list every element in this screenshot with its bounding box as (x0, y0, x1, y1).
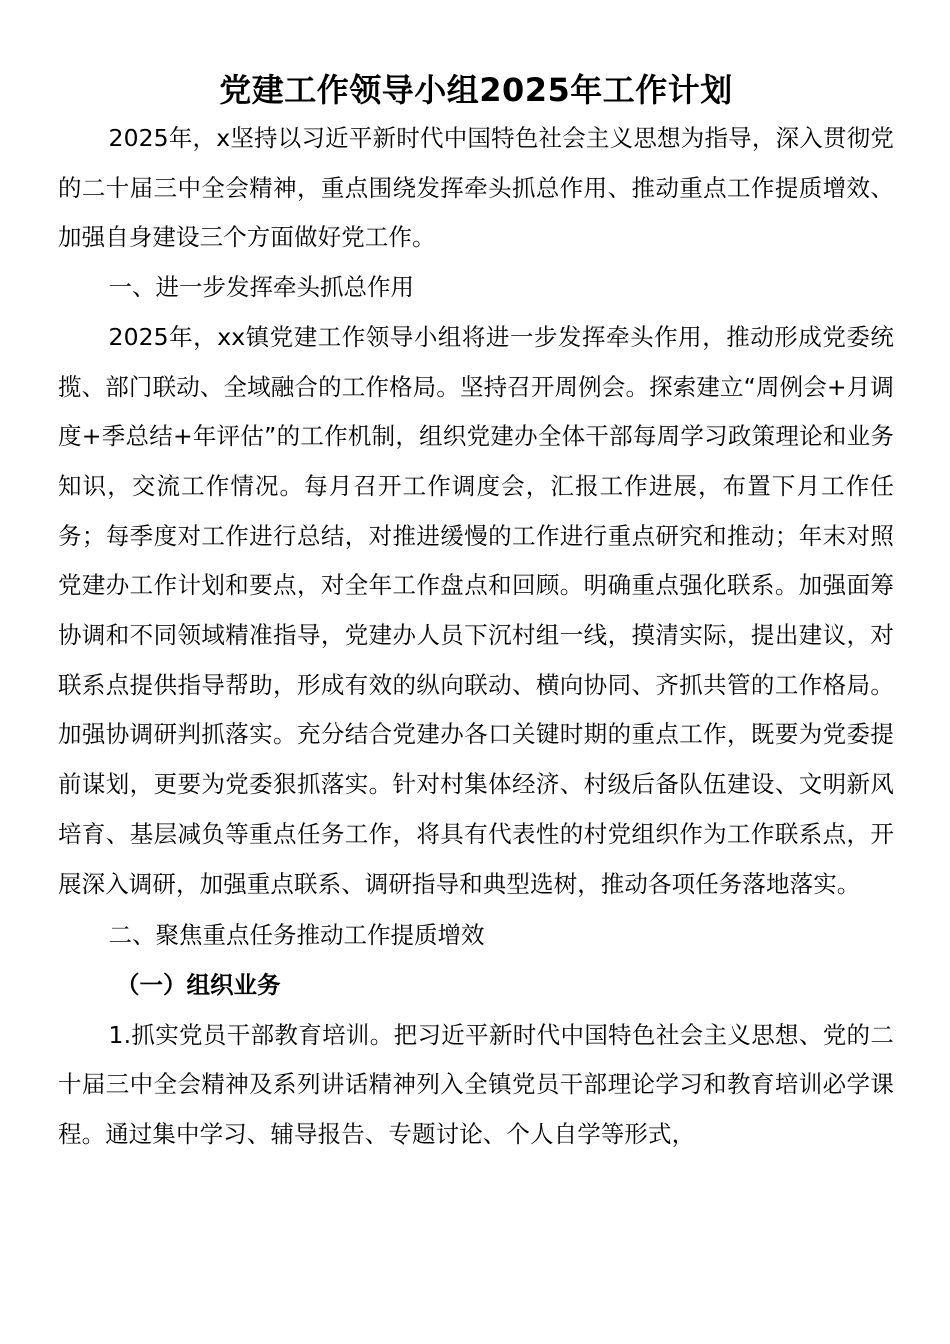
document-page (58, 66, 894, 1160)
section-2-heading: 二、聚焦重点任务推动工作提质增效 (108, 921, 485, 950)
section-1-paragraph: 2025年，xx镇党建工作领导小组将进一步发挥牵头作用，推动形成党委统揽、部门联动、全域融合的工作格局。坚持召开周例会。探索建立“周例会+月调度+季总结+年评估”的工作机制，组织党建办全体干部每周学习政策理论和业务知识，交流工作情况。每月召开工作调度会，汇报工作进展，布置下月工作任务；每季度对工作进行总结，对推进缓慢的工作进行重点研究和推动；年末对照党建办工作计划和要点，对全年工作盘点和回顾。明确重点强化联系。加强面筹协调和不同领域精准指导，党建办人员下沉村组一线，摸清实际，提出建议，对联系点提供指导帮助，形成有效的纵向联动、横向协同、齐抓共管的工作格局。加强协调研判抓落实。充分结合党建办各口关键时期的重点工作，既要为党委提前谋划，更要为党委狠抓落实。针对村集体经济、村级后备队伍建设、文明新风培育、基层减负等重点任务工作，将具有代表性的村党组织作为工作联系点，开展深入调研，加强重点联系、调研指导和典型选树，推动各项任务落地落实。 (58, 322, 894, 898)
item-1-paragraph: 1.抓实党员干部教育培训。把习近平新时代中国特色社会主义思想、党的二十届三中全会精神及系列讲话精神列入全镇党员干部理论学习和教育培训必学课程。通过集中学习、辅导报告、专题讨论、个人自学等形式， (58, 1020, 894, 1149)
subsection-1-heading: （一）组织业务 (116, 970, 281, 999)
section-1-heading: 一、进一步发挥牵头抓总作用 (108, 273, 415, 302)
intro-paragraph: 2025年，x坚持以习近平新时代中国特色社会主义思想为指导，深入贯彻党的二十届三中全会精神，重点围绕发挥牵头抓总作用、推动重点工作提质增效、加强自身建设三个方面做好党工作。 (58, 124, 894, 252)
document-title: 党建工作领导小组2025年工作计划 (219, 71, 733, 109)
